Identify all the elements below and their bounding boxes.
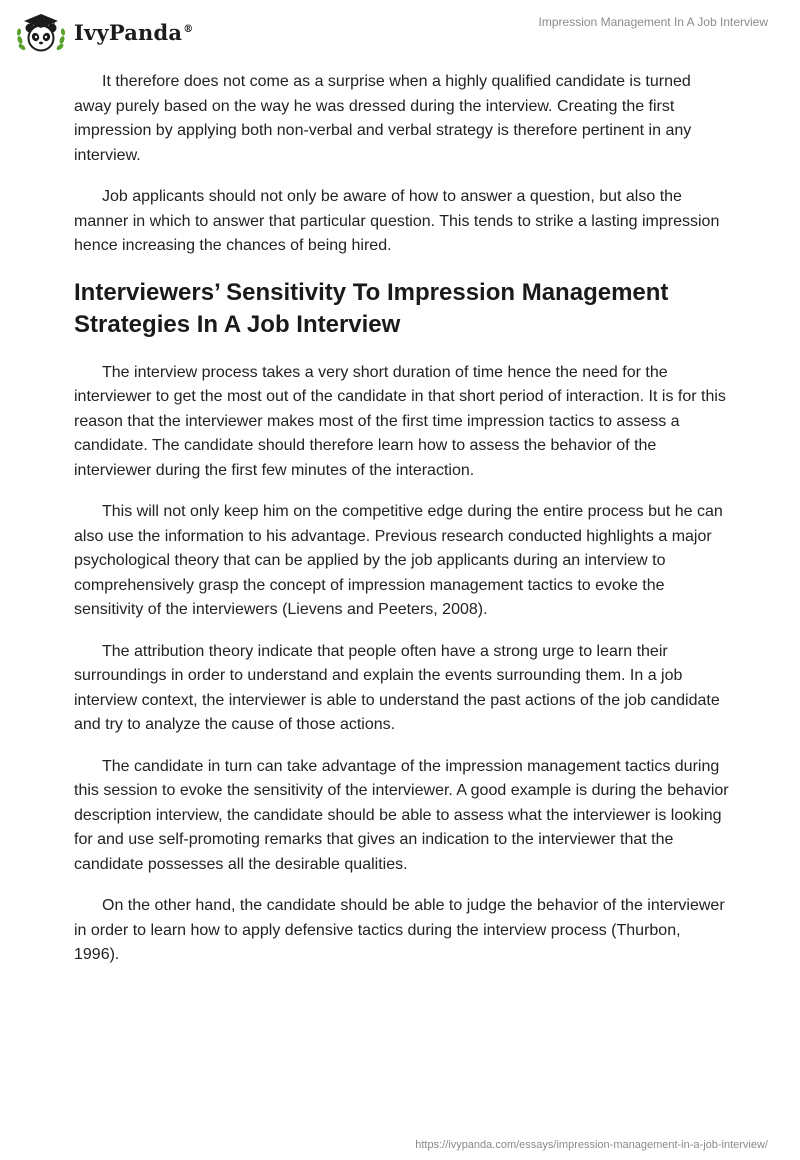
source-url-link[interactable]: https://ivypanda.com/essays/impression-management-in-a-job-interview/ [415, 1139, 768, 1151]
paragraph: The interview process takes a very short duration of time hence the need for the interviewer to get the most out of the candidate in that short period of interaction. It is for this reason that the interviewer makes most of the first time impression tactics to assess a candidate. The candidate should therefore learn how to assess the behavior of the interviewer during the first few minutes of the interaction. [74, 363, 726, 479]
panda-graduate-icon [14, 10, 68, 54]
paragraph: The attribution theory indicate that people often have a strong urge to learn their surroundings in order to understand and explain the events surrounding them. In a job interview context, the interviewer is able to understand the past actions of the job candidate and try to analyze the cause of those actions. [74, 642, 720, 733]
section-heading: Interviewers’ Sensitivity To Impression Management Strategies In A Job Interview [74, 278, 669, 338]
document-title: Impression Management In A Job Interview [538, 15, 768, 29]
page-header [0, 0, 800, 62]
ivypanda-logo[interactable] [14, 10, 193, 54]
paragraph: Job applicants should not only be aware of how to answer a question, but also the manner in which to answer that particular question. This tends to strike a lasting impression hence increasing the chances of being hired. [74, 188, 720, 254]
paragraph: The candidate in turn can take advantage of the impression management tactics during this session to evoke the sensitivity of the interviewer. A good example is during the behavior description interview, the candidate should be able to assess what the interviewer is looking for and use self-promoting remarks that gives an indication to the interviewer that the candidate possesses all the desirable qualities. [74, 757, 729, 873]
logo-name: IvyPanda [74, 19, 183, 45]
logo-wordmark [74, 20, 193, 45]
essay-content [74, 70, 730, 985]
paragraph: This will not only keep him on the competitive edge during the entire process but he can also use the information to his advantage. Previous research conducted highlights a major psychological theory that can be applied by the job applicants during an interview to comprehensively grasp the concept of impression management tactics to evoke the sensitivity of the interviewers (Lievens and Peeters, 2008). [74, 503, 723, 618]
paragraph: On the other hand, the candidate should be able to judge the behavior of the interviewer in order to learn how to apply defensive tactics during the interview process (Thurbon, 1996). [74, 897, 725, 963]
paragraph: It therefore does not come as a surprise when a highly qualified candidate is turned away purely based on the way he was dressed during the interview. Creating the first impression by applying both non-verbal and verbal strategy is therefore pertinent in any interview. [74, 73, 692, 164]
registered-mark: ® [183, 23, 194, 35]
